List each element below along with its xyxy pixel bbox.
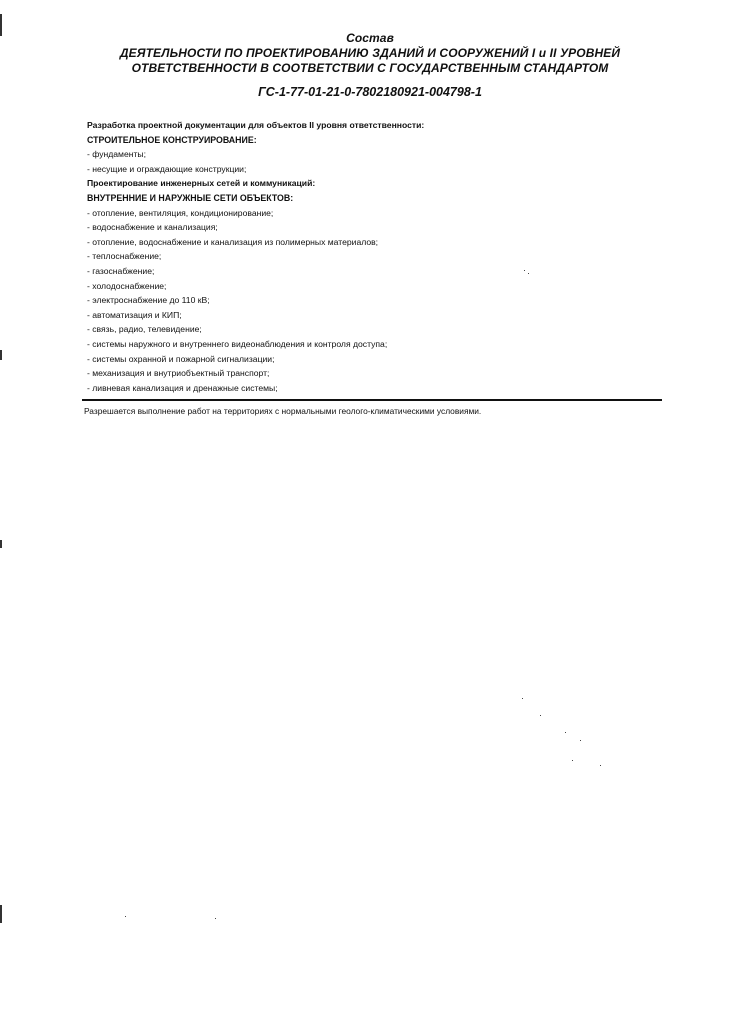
section-title-networks: ВНУТРЕННИЕ И НАРУЖНЫЕ СЕТИ ОБЪЕКТОВ:: [87, 192, 294, 203]
header-subtitle-line-2: ОТВЕТСТВЕННОСТИ В СООТВЕТСТВИИ С ГОСУДАРСТВЕННЫМ СТАНДАРТОМ: [131, 61, 609, 75]
list-item: - теплоснабжение;: [87, 251, 162, 262]
scan-speck: [540, 715, 541, 716]
section-title-construction: СТРОИТЕЛЬНОЕ КОНСТРУИРОВАНИЕ:: [87, 134, 257, 145]
list-item: - фундаменты;: [87, 149, 146, 160]
list-item: - электроснабжение до 110 кВ;: [87, 295, 210, 306]
section-intro-engineering: Проектирование инженерных сетей и коммуникаций:: [87, 178, 316, 189]
footer-note: Разрешается выполнение работ на территориях с нормальными геолого-климатическими условиями.: [84, 406, 482, 416]
scan-edge-mark: [0, 905, 2, 923]
scan-edge-mark: [0, 350, 2, 360]
list-item: - отопление, водоснабжение и канализация из полимерных материалов;: [87, 236, 379, 247]
scan-edge-mark: [0, 14, 2, 36]
scan-speck: [565, 732, 566, 733]
header-title: Состав: [346, 31, 394, 45]
list-item: - механизация и внутриобъектный транспорт;: [87, 368, 270, 379]
list-item: - газоснабжение;: [87, 265, 155, 276]
scan-speck: [572, 760, 573, 761]
list-item: - системы охранной и пожарной сигнализации;: [87, 353, 275, 364]
list-item: - системы наружного и внутреннего видеонаблюдения и контроля доступа;: [87, 338, 388, 349]
scan-edge-mark: [0, 540, 2, 548]
standard-code: ГС-1-77-01-21-0-7802180921-004798-1: [258, 85, 482, 99]
list-item: - ливневая канализация и дренажные системы;: [87, 382, 278, 393]
scan-speck: [524, 270, 525, 271]
list-item: - водоснабжение и канализация;: [87, 222, 218, 233]
header-subtitle-line-1: ДЕЯТЕЛЬНОСТИ ПО ПРОЕКТИРОВАНИЮ ЗДАНИЙ И СООРУЖЕНИЙ I и II УРОВНЕЙ: [119, 46, 621, 60]
list-item: - отопление, вентиляция, кондиционирование;: [87, 207, 274, 218]
document-header: [80, 31, 660, 76]
list-item: - связь, радио, телевидение;: [87, 324, 202, 335]
document-body: [87, 118, 667, 395]
intro-line: Разработка проектной документации для объектов II уровня ответственности:: [87, 120, 425, 130]
list-item: - автоматизация и КИП;: [87, 309, 182, 320]
scan-speck: [215, 918, 216, 919]
horizontal-divider: [82, 399, 662, 401]
list-item: - несущие и ограждающие конструкции;: [87, 163, 247, 174]
scan-speck: [580, 740, 581, 741]
scan-speck: [528, 273, 529, 274]
scan-speck: [125, 916, 126, 917]
list-item: - холодоснабжение;: [87, 280, 167, 291]
scan-speck: [600, 765, 601, 766]
scan-speck: [522, 698, 523, 699]
